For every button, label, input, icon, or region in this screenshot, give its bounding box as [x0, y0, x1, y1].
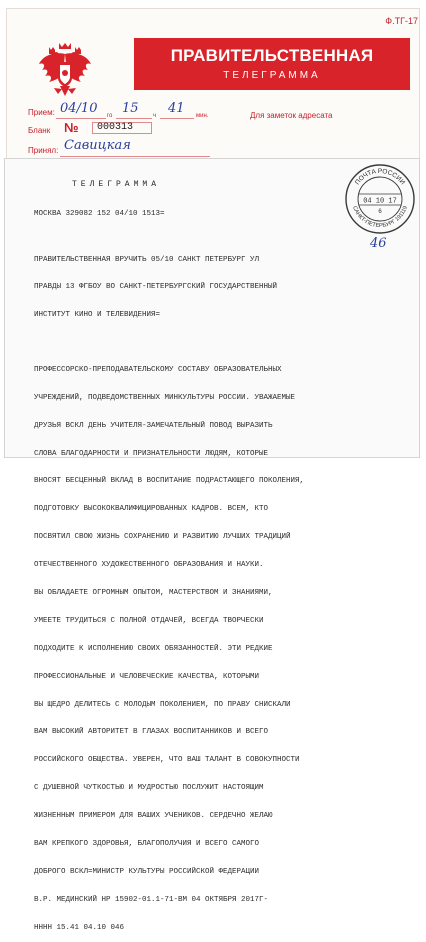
body-line: ВЫ ОБЛАДАЕТЕ ОГРОМНЫМ ОПЫТОМ, МАСТЕРСТВОМ И ЗНАНИЯМИ, [34, 588, 273, 597]
body-line: РОССИЙСКОГО ОБЩЕСТВА. УВЕРЕН, ЧТО ВАШ ТАЛАНТ В СОВОКУПНОСТИ [34, 756, 300, 765]
minute-line [160, 118, 194, 119]
received-label: Прием: [28, 108, 55, 117]
body-line: В.Р. МЕДИНСКИЙ НР 15902-01.1-71-ВМ 04 ОКТЯБРЯ 2017Г- [34, 895, 269, 904]
blank-number: 000313 [92, 122, 152, 134]
body-line: СЛОВА БЛАГОДАРНОСТИ И ПРИЗНАТЕЛЬНОСТИ ЛЮДЯМ, КОТОРЫЕ [34, 449, 269, 458]
accepted-line [60, 156, 210, 157]
stamp-index: 6 [378, 209, 382, 215]
form-code: Ф.ТГ-17 [385, 16, 418, 26]
received-minute: 41 [168, 101, 185, 116]
accepted-signature: Савицкая [64, 138, 131, 153]
body-line: ВЫ ЩЕДРО ДЕЛИТЕСЬ С МОЛОДЫМ ПОКОЛЕНИЕМ, ПО ПРАВУ СНИСКАЛИ [34, 700, 291, 709]
received-date-line [56, 118, 106, 119]
address-line: ИНСТИТУТ КИНО И ТЕЛЕВИДЕНИЯ= [34, 311, 161, 320]
body-line: ПРОФЕССОРСКО-ПРЕПОДАВАТЕЛЬСКОМУ СОСТАВУ ОБРАЗОВАТЕЛЬНЫХ [34, 365, 282, 374]
hour-line [116, 118, 152, 119]
blank-label: Бланк [28, 126, 51, 135]
tape-body [34, 237, 374, 942]
received-date: 04/10 [60, 101, 98, 116]
body-line: ПОСВЯТИЛ СВОЮ ЖИЗНЬ СОХРАНЕНИЮ И РАЗВИТИЮ ЛУЧШИХ ТРАДИЦИЙ [34, 533, 291, 542]
blank-subtitle: ТЕЛЕГРАММА [223, 70, 321, 81]
body-line: ПОДГОТОВКУ ВЫСОКОКВАЛИФИЦИРОВАННЫХ КАДРОВ. ВСЕМ, КТО [34, 505, 269, 514]
paragraph-gap [34, 339, 374, 347]
accepted-label: Принял: [28, 146, 59, 155]
body-line: ОТЕЧЕСТВЕННОГО ХУДОЖЕСТВЕННОГО ОБРАЗОВАНИЯ И НАУКИ. [34, 561, 264, 570]
body-line: ЖИЗНЕННЫМ ПРИМЕРОМ ДЛЯ ВАШИХ УЧЕНИКОВ. СЕРДЕЧНО ЖЕЛАЮ [34, 812, 273, 821]
body-line: С ДУШЕВНОЙ ЧУТКОСТЬЮ И МУДРОСТЬЮ ПОСЛУЖИТ НАСТОЯЩИМ [34, 784, 264, 793]
stamp-top-text: ПОЧТА РОССИИ [354, 167, 406, 187]
body-line: УМЕЕТЕ ТРУДИТЬСЯ С ПОЛНОЙ ОТДАЧЕЙ, ВСЕГДА ТВОРЧЕСКИ [34, 616, 264, 625]
number-sign: № [64, 120, 79, 135]
title-band [134, 38, 410, 90]
address-line: ПРАВДЫ 13 ФГБОУ ВО САНКТ-ПЕТЕРБУРГСКИЙ ГОСУДАРСТВЕННЫЙ [34, 283, 278, 292]
stamp-bottom-text: САНКТ-ПЕТЕРБУРГ 191119 [351, 205, 409, 230]
body-line: ВАМ КРЕПКОГО ЗДОРОВЬЯ, БЛАГОПОЛУЧИЯ И ВСЕГО САМОГО [34, 840, 260, 848]
body-line: УЧРЕЖДЕНИЙ, ПОДВЕДОМСТВЕННЫХ МИНКУЛЬТУРЫ РОССИИ. УВАЖАЕМЫЕ [34, 393, 296, 402]
postal-stamp-icon [344, 163, 416, 235]
tape-header: ТЕЛЕГРАММА [72, 180, 161, 189]
stamp-date: 04 10 17 [363, 197, 397, 206]
unit-minute: мин. [196, 113, 209, 119]
notes-label: Для заметок адресата [250, 111, 333, 120]
body-line: ВНОСЯТ БЕСЦЕННЫЙ ВКЛАД В ВОСПИТАНИЕ ПОДРАСТАЮЩЕГО ПОКОЛЕНИЯ, [34, 477, 305, 486]
coat-of-arms-icon [36, 40, 94, 100]
body-line: НННН 15.41 04.10 046 [34, 923, 125, 932]
tape-service-line: МОСКВА 329082 152 04/10 1513= [34, 210, 165, 218]
body-line: ПОДХОДИТЕ К ИСПОЛНЕНИЮ СВОИХ ОБЯЗАННОСТЕЙ. ЭТИ РЕДКИЕ [34, 644, 273, 653]
body-line: ВАМ ВЫСОКИЙ АВТОРИТЕТ В ГЛАЗАХ ВОСПИТАННИКОВ И ВСЕГО [34, 728, 269, 737]
body-line: ДРУЗЬЯ ВСКЛ ДЕНЬ УЧИТЕЛЯ-ЗАМЕЧАТЕЛЬНЫЙ ПОВОД ВЫРАЗИТЬ [34, 421, 273, 430]
body-line: ДОБРОГО ВСКЛ=МИНИСТР КУЛЬТУРЫ РОССИЙСКОЙ ФЕДЕРАЦИИ [34, 867, 260, 876]
handwritten-index: 46 [370, 236, 387, 251]
unit-to: го [107, 113, 113, 119]
blank-title: ПРАВИТЕЛЬСТВЕННАЯ [170, 46, 374, 65]
received-hour: 15 [122, 101, 139, 116]
unit-hour: ч [153, 113, 157, 119]
body-line: ПРОФЕССИОНАЛЬНЫЕ И ЧЕЛОВЕЧЕСКИЕ КАЧЕСТВА, КОТОРЫМИ [34, 672, 260, 681]
address-line: ПРАВИТЕЛЬСТВЕННАЯ ВРУЧИТЬ 05/10 САНКТ ПЕТЕРБУРГ УЛ [34, 255, 260, 264]
